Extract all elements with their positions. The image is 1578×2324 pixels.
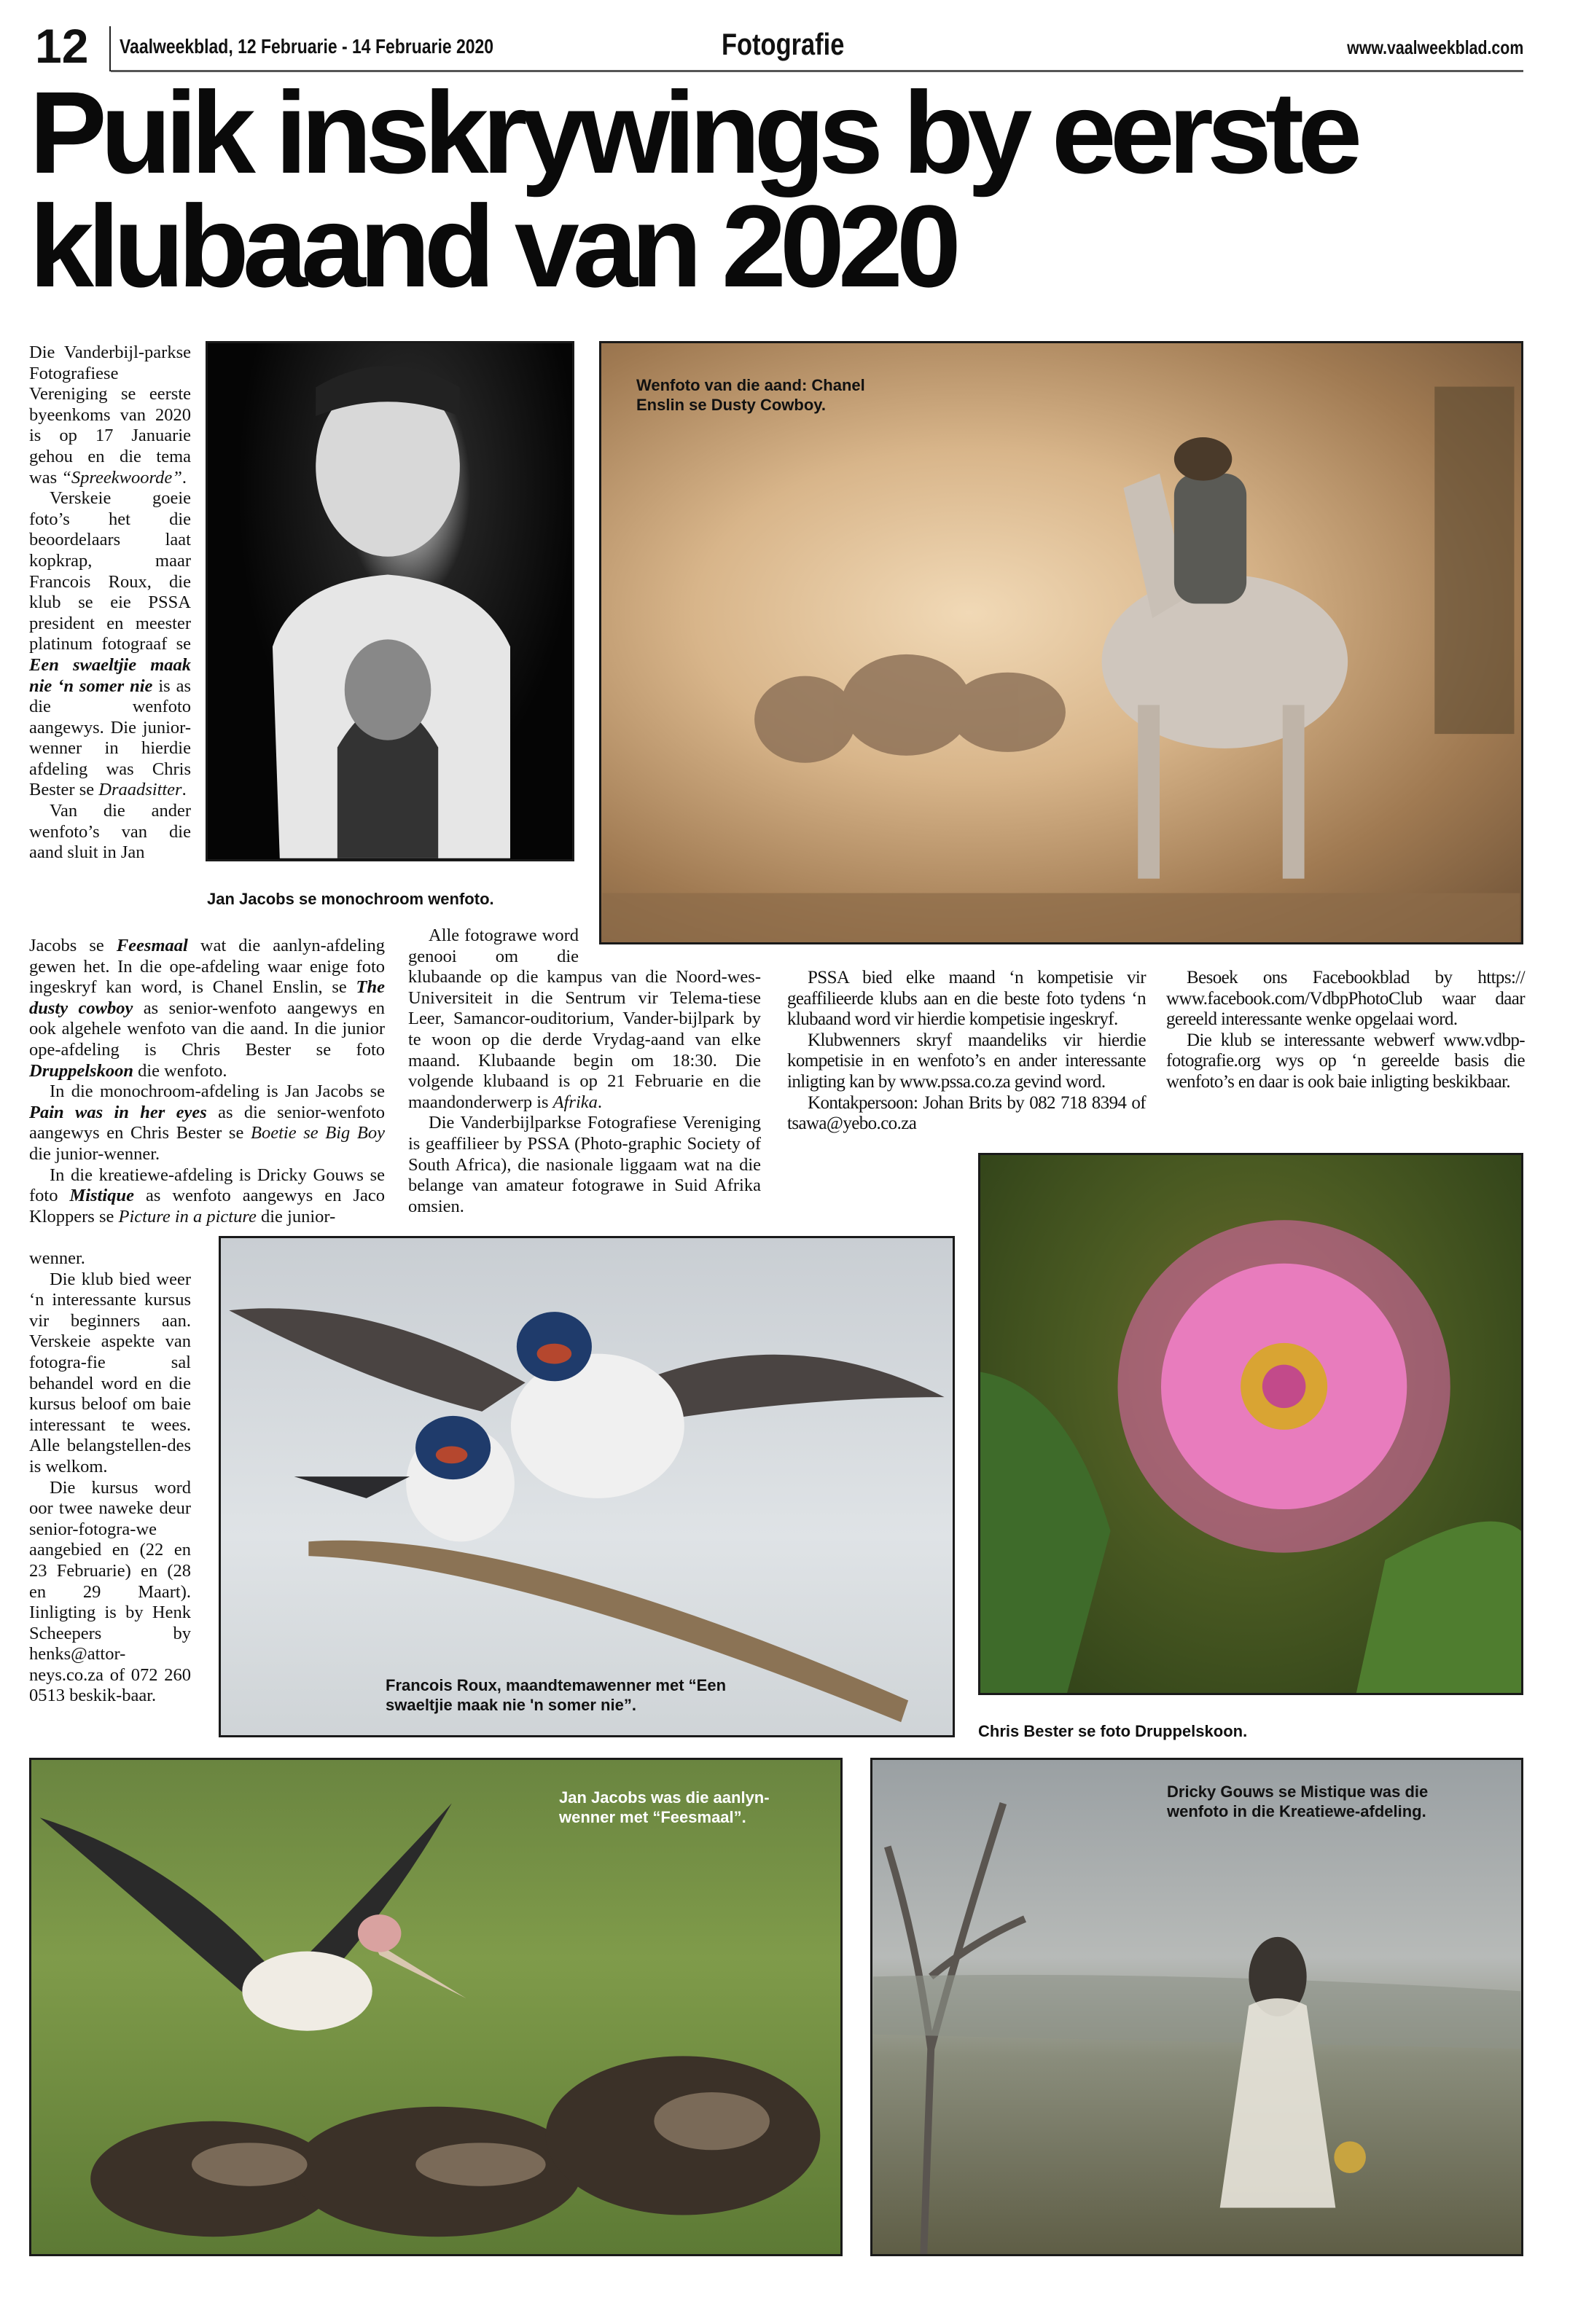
article-column-1c: [29, 1248, 191, 1707]
paragraph-text: .: [181, 467, 187, 488]
article-paragraph: [29, 801, 191, 864]
paragraph-text: as die senior-wenfoto aangewys en Chris Bester se: [29, 1102, 386, 1143]
article-column-1b: [29, 936, 385, 1227]
section-title: Fotografie: [722, 27, 845, 61]
paragraph-text: Die Vanderbijlparkse Fotografiese Vereniging is geaffilieer by PSSA (Photo-graphic Society of South Africa), die nasionale liggaam wat na die belange van amateur fotograwe in Suid Afrika omsien.: [408, 1113, 761, 1216]
paragraph-text: Klubwenners skryf maandeliks vir hierdie kompetisie in en wenfoto’s en ander interessante inligting kan by www.pssa.co.za gevind word.: [787, 1030, 1146, 1092]
article-paragraph: [29, 1081, 385, 1165]
emphasized-title: Draadsitter: [98, 780, 182, 800]
paragraph-text: Verskeie goeie foto’s het die beoordelaars laat kopkrap, maar Francois Roux, die klub se eie PSSA president en meester platinum fotograaf se: [29, 488, 191, 654]
website-link[interactable]: www.vaalweekblad.com: [1346, 36, 1523, 58]
emphasized-title: “Spreekwoorde”: [61, 467, 182, 488]
article-paragraph: [29, 1478, 191, 1707]
paragraph-text: Die klub se interessante webwerf www.vdbp-fotografie.org wys op ‘n gereelde basis die wenfoto’s en daar is ook baie inligting beskikbaar.: [1166, 1030, 1525, 1092]
swallows-icon: [221, 1238, 953, 1735]
article-paragraph: [29, 1269, 191, 1478]
headline: [29, 67, 1560, 311]
paragraph-text: is as die wenfoto aangewys. Die junior-wenner in hierdie afdeling was Chris Bester se: [29, 676, 191, 800]
marabou-and-vultures-icon: [31, 1760, 840, 2254]
mistique-photo: [870, 1758, 1523, 2256]
caption-swallow: Francois Roux, maandtemawenner met “Een swaeltjie maak nie 'n somer nie”.: [386, 1676, 727, 1714]
marabou-vultures-photo: [29, 1758, 843, 2256]
emphasized-title: Druppelskoon: [29, 1060, 133, 1081]
header-divider: [109, 26, 111, 71]
article-column-2: [408, 926, 761, 1217]
article-paragraph: [787, 1093, 1146, 1135]
article-column-4: [1166, 968, 1525, 1093]
article-paragraph: [1166, 968, 1525, 1030]
emphasized-title: Pain was in her eyes: [29, 1102, 207, 1122]
monochrome-portrait-photo: [206, 341, 574, 861]
caption-cowboy: Wenfoto van die aand: Chanel Enslin se Dusty Cowboy.: [636, 376, 865, 414]
emphasized-title: The dusty cowboy: [29, 977, 385, 1018]
article-paragraph: [408, 1113, 761, 1217]
paragraph-text: die wenfoto.: [133, 1060, 227, 1081]
headline-line-2: klubaand van 2020: [29, 181, 955, 311]
paragraph-text: Van die ander wenfoto’s van die aand sluit in Jan: [29, 801, 191, 863]
article-paragraph: [29, 1165, 385, 1228]
paragraph-text: .: [597, 1092, 603, 1112]
article-paragraph: [787, 968, 1146, 1030]
paragraph-text: die junior-: [256, 1206, 336, 1226]
woman-and-tree-icon: [872, 1760, 1521, 2254]
article-paragraph: [29, 343, 191, 488]
paragraph-text: wenner.: [29, 1248, 85, 1268]
article-paragraph: [1166, 1030, 1525, 1093]
emphasized-title: Mistique: [69, 1186, 134, 1206]
article-paragraph: [787, 1030, 1146, 1093]
paragraph-text: Die kursus word oor twee naweke deur senior-fotogra-we aangebied en (22 en 23 Februarie) en (28 en 29 Maart). Iinligting is by Henk Scheepers by henks@attor-neys.co.za of 072 260 0513 beskik-baar.: [29, 1477, 191, 1706]
paragraph-text: Die klub bied weer ‘n interessante kursus vir beginners aan. Verskeie aspekte van fotogra-fie sal behandel word en die kursus beloof om baie interessant te wees. Alle belangstellen-des is welkom.: [29, 1269, 191, 1476]
headline-line-1: Puik inskrywings by eerste: [29, 67, 1356, 197]
paragraph-text: Die Vanderbijl-parkse Fotografiese Vereniging se eerste byeenkoms van 2020 is op 17 Januarie gehou en die tema was: [29, 343, 191, 488]
paragraph-text: die junior-wenner.: [29, 1143, 160, 1164]
caption-monochrome: Jan Jacobs se monochroom wenfoto.: [207, 890, 494, 908]
caption-mistique: Dricky Gouws se Mistique was die wenfoto in die Kreatiewe-afdeling.: [1167, 1783, 1429, 1820]
emphasized-title: Een swaeltjie maak nie ‘n somer nie: [29, 654, 191, 696]
paragraph-text: Besoek ons Facebookblad by https:// www.facebook.com/VdbpPhotoClub waar daar gereeld interessante wenke opgelaai word.: [1166, 968, 1525, 1030]
dusty-cowboy-photo: [599, 341, 1523, 944]
emphasized-title: Afrika: [552, 1092, 598, 1112]
paragraph-text: Alle fotograwe word genooi om die klubaande op die kampus van die Noord-wes-Universiteit in die Sentrum vir Telema-tiese Leer, Samancor-ouditorium, Vander-bijlpark by te woon op die derde Vrydag-aand van elke maand. Klubaande begin om 18:30. Die volgende klubaand is op 21 Februarie en die maandonderwerp is: [408, 926, 761, 1112]
paragraph-text: wat die aanlyn-afdeling gewen het. In die ope-afdeling waar enige foto ingeskryf kan word, is Chanel Enslin, se: [29, 936, 385, 998]
paragraph-text: In die kreatiewe-afdeling is Dricky Gouws se foto: [29, 1165, 385, 1206]
paragraph-text: .: [181, 780, 187, 800]
caption-marabou: Jan Jacobs was die aanlyn-wenner met “Feesmaal”.: [559, 1788, 770, 1826]
dahlia-icon: [980, 1155, 1521, 1693]
swallows-photo: [219, 1236, 955, 1737]
caption-flower: Chris Bester se foto Druppelskoon.: [978, 1722, 1248, 1740]
page-number: 12: [35, 19, 89, 73]
flower-photo: [978, 1153, 1523, 1695]
emphasized-title: Boetie se Big Boy: [250, 1123, 385, 1143]
paragraph-text: Kontakpersoon: Johan Brits by 082 718 8394 of tsawa@yebo.co.za: [787, 1092, 1146, 1134]
article-column-1a: [29, 343, 191, 864]
article-paragraph: [29, 936, 385, 1081]
paragraph-text: as wenfoto aangewys en Jaco Kloppers se: [29, 1186, 385, 1226]
horses-and-rider-icon: [601, 343, 1521, 942]
paragraph-text: as senior-wenfoto aangewys en ook algehele wenfoto van die aand. In die junior ope-afdeling is Chris Bester se foto: [29, 998, 385, 1060]
article-paragraph: [408, 926, 761, 1113]
emphasized-title: Feesmaal: [116, 936, 188, 955]
paragraph-text: In die monochroom-afdeling is Jan Jacobs se: [50, 1081, 385, 1102]
paragraph-text: Jacobs se: [29, 936, 117, 955]
publication-date: Vaalweekblad, 12 Februarie - 14 Februarie 2020: [120, 35, 494, 58]
paragraph-text: PSSA bied elke maand ‘n kompetisie vir geaffilieerde klubs aan en die beste foto tydens ‘n klubaand word vir hierdie kompetisie ingeskryf.: [787, 968, 1146, 1030]
article-paragraph: [29, 488, 191, 801]
article-paragraph: [29, 1248, 191, 1269]
emphasized-title: Picture in a picture: [118, 1206, 257, 1226]
girl-silhouette-icon: [208, 343, 572, 859]
